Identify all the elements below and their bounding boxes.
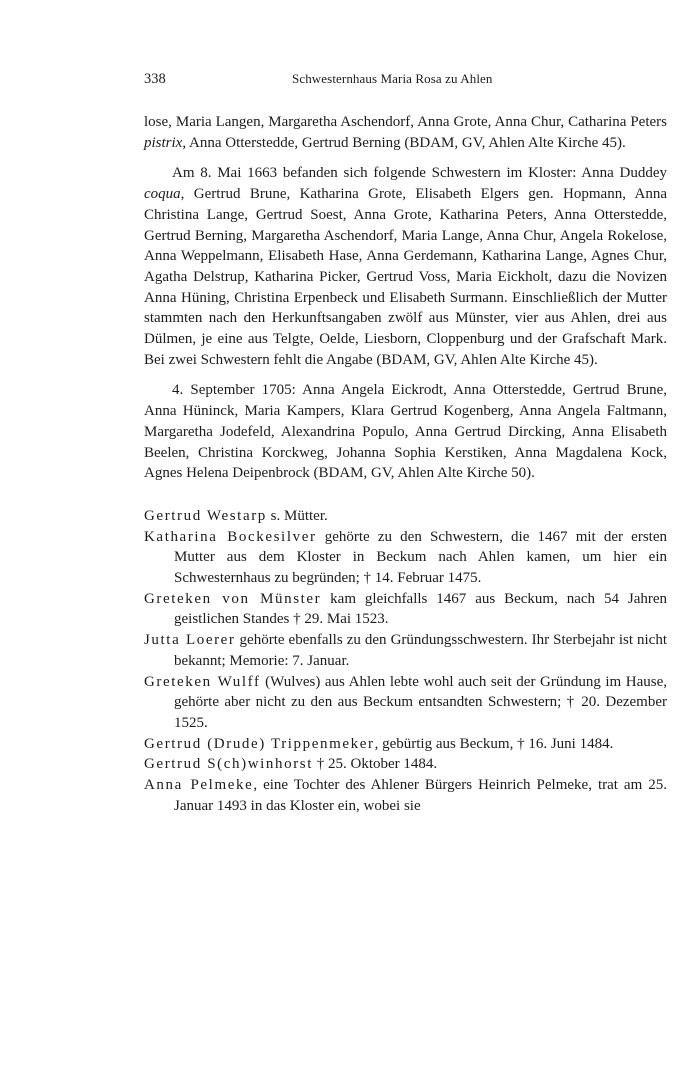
entry-item	[144, 734, 667, 755]
paragraph-text: 4. September 1705: Anna Angela Eickrodt, Anna Otterstedde, Gertrud Brune, Anna Hüninck, Maria Kampers, Klara Gertrud Kogenberg, Anna Angela Faltmann, Margaretha Jodefeld, Alexandrina Populo, Anna Gertrud Dircking, Anna Elisabeth Beelen, Christina Korckweg, Johanna Sophia Kerstiken, Anna Magdalena Kock, Agnes Helena Deipenbrock (BDAM, GV, Ahlen Alte Kirche 50).	[144, 382, 667, 482]
entry-name: Katharina Bockesilver	[144, 528, 317, 545]
entry-name: Gertrud Westarp	[144, 507, 267, 524]
entry-name: Gertrud S(ch)winhorst	[144, 756, 313, 773]
entry-text: , eine Tochter des Ahlener Bürgers Heinrich Pelmeke, trat am 25. Januar 1493 in das Kloster ein, wobei sie	[174, 777, 667, 814]
entry-text: (Wulves) aus Ahlen lebte wohl auch seit der Gründung im Hause, gehörte aber nicht zu den aus Beckum entsandten Schwestern; † 20. Dezember 1525.	[174, 673, 667, 731]
entry-item	[144, 630, 667, 671]
entry-name: Gertrud (Drude) Trippenmeker	[144, 735, 375, 752]
entry-text: s. Mütter.	[266, 507, 328, 524]
paragraph-text: Am 8. Mai 1663 befanden sich folgende Schwestern im Kloster: Anna Duddey	[172, 165, 667, 182]
entry-text: † 25. Oktober 1484.	[313, 756, 438, 773]
entry-item	[144, 506, 667, 527]
entry-text: gehörte ebenfalls zu den Gründungsschwestern. Ihr Sterbejahr ist nicht bekannt; Memorie: 7. Januar.	[174, 632, 668, 669]
italic-term: pistrix	[144, 134, 183, 151]
entry-list	[144, 506, 667, 817]
entry-item	[144, 672, 667, 734]
entry-name: Jutta Loerer	[144, 632, 236, 649]
paragraph-text: , Gertrud Brune, Katharina Grote, Elisabeth Elgers gen. Hopmann, Anna Christina Lange, Gertrud Soest, Anna Grote, Katharina Peters, Anna Otterstedde, Gertrud Berning, Margaretha Aschendorf, Maria Lange, Anna Chur, Angela Rokelose, Anna Weppelmann, Elisabeth Hase, Anna Gerdemann, Katharina Lange, Agnes Chur, Agatha Delstrup, Katharina Picker, Gertrud Voss, Maria Eickholt, dazu die Novizen Anna Hüning, Christina Erpenbeck und Elisabeth Surmann. Einschließlich der Mutter stammten nach den Herkunftsangaben zwölf aus Münster, vier aus Ahlen, drei aus Dülmen, je eine aus Telgte, Oelde, Liesborn, Cloppenburg und der Grafschaft Mark. Bei zwei Schwestern fehlt die Angabe (BDAM, GV, Ahlen Alte Kirche 45).	[144, 186, 667, 368]
paragraphs	[144, 112, 667, 484]
entry-item	[144, 775, 667, 816]
entry-item	[144, 527, 667, 589]
paragraph-text: , Anna Otterstedde, Gertrud Berning (BDAM, GV, Ahlen Alte Kirche 45).	[182, 134, 626, 151]
entry-text: kam gleichfalls 1467 aus Beckum, nach 54 Jahren geistlichen Standes † 29. Mai 1523.	[174, 590, 668, 628]
entry-item	[144, 754, 667, 775]
entry-item	[144, 589, 667, 630]
entry-name: Anna Pelmeke	[144, 777, 254, 794]
paragraph-text: lose, Maria Langen, Margaretha Aschendorf, Anna Grote, Anna Chur, Catharina Peters	[144, 114, 667, 130]
paragraph	[144, 163, 667, 370]
entry-text: gehörte zu den Schwestern, die 1467 mit der ersten Mutter aus dem Kloster in Beckum nach Ahlen kamen, um hier ein Schwesternhaus zu begründen; † 14. Februar 1475.	[174, 528, 667, 587]
entry-name: Greteken von Münster	[144, 590, 322, 607]
paragraph	[144, 112, 667, 153]
page-number: 338	[144, 71, 166, 87]
entry-text: , gebürtig aus Beckum, † 16. Juni 1484.	[374, 735, 614, 752]
italic-term: coqua	[144, 186, 181, 203]
page-body	[144, 112, 667, 817]
entry-name: Greteken Wulff	[144, 673, 261, 690]
running-title: Schwesternhaus Maria Rosa zu Ahlen	[292, 71, 493, 86]
paragraph	[144, 380, 667, 484]
